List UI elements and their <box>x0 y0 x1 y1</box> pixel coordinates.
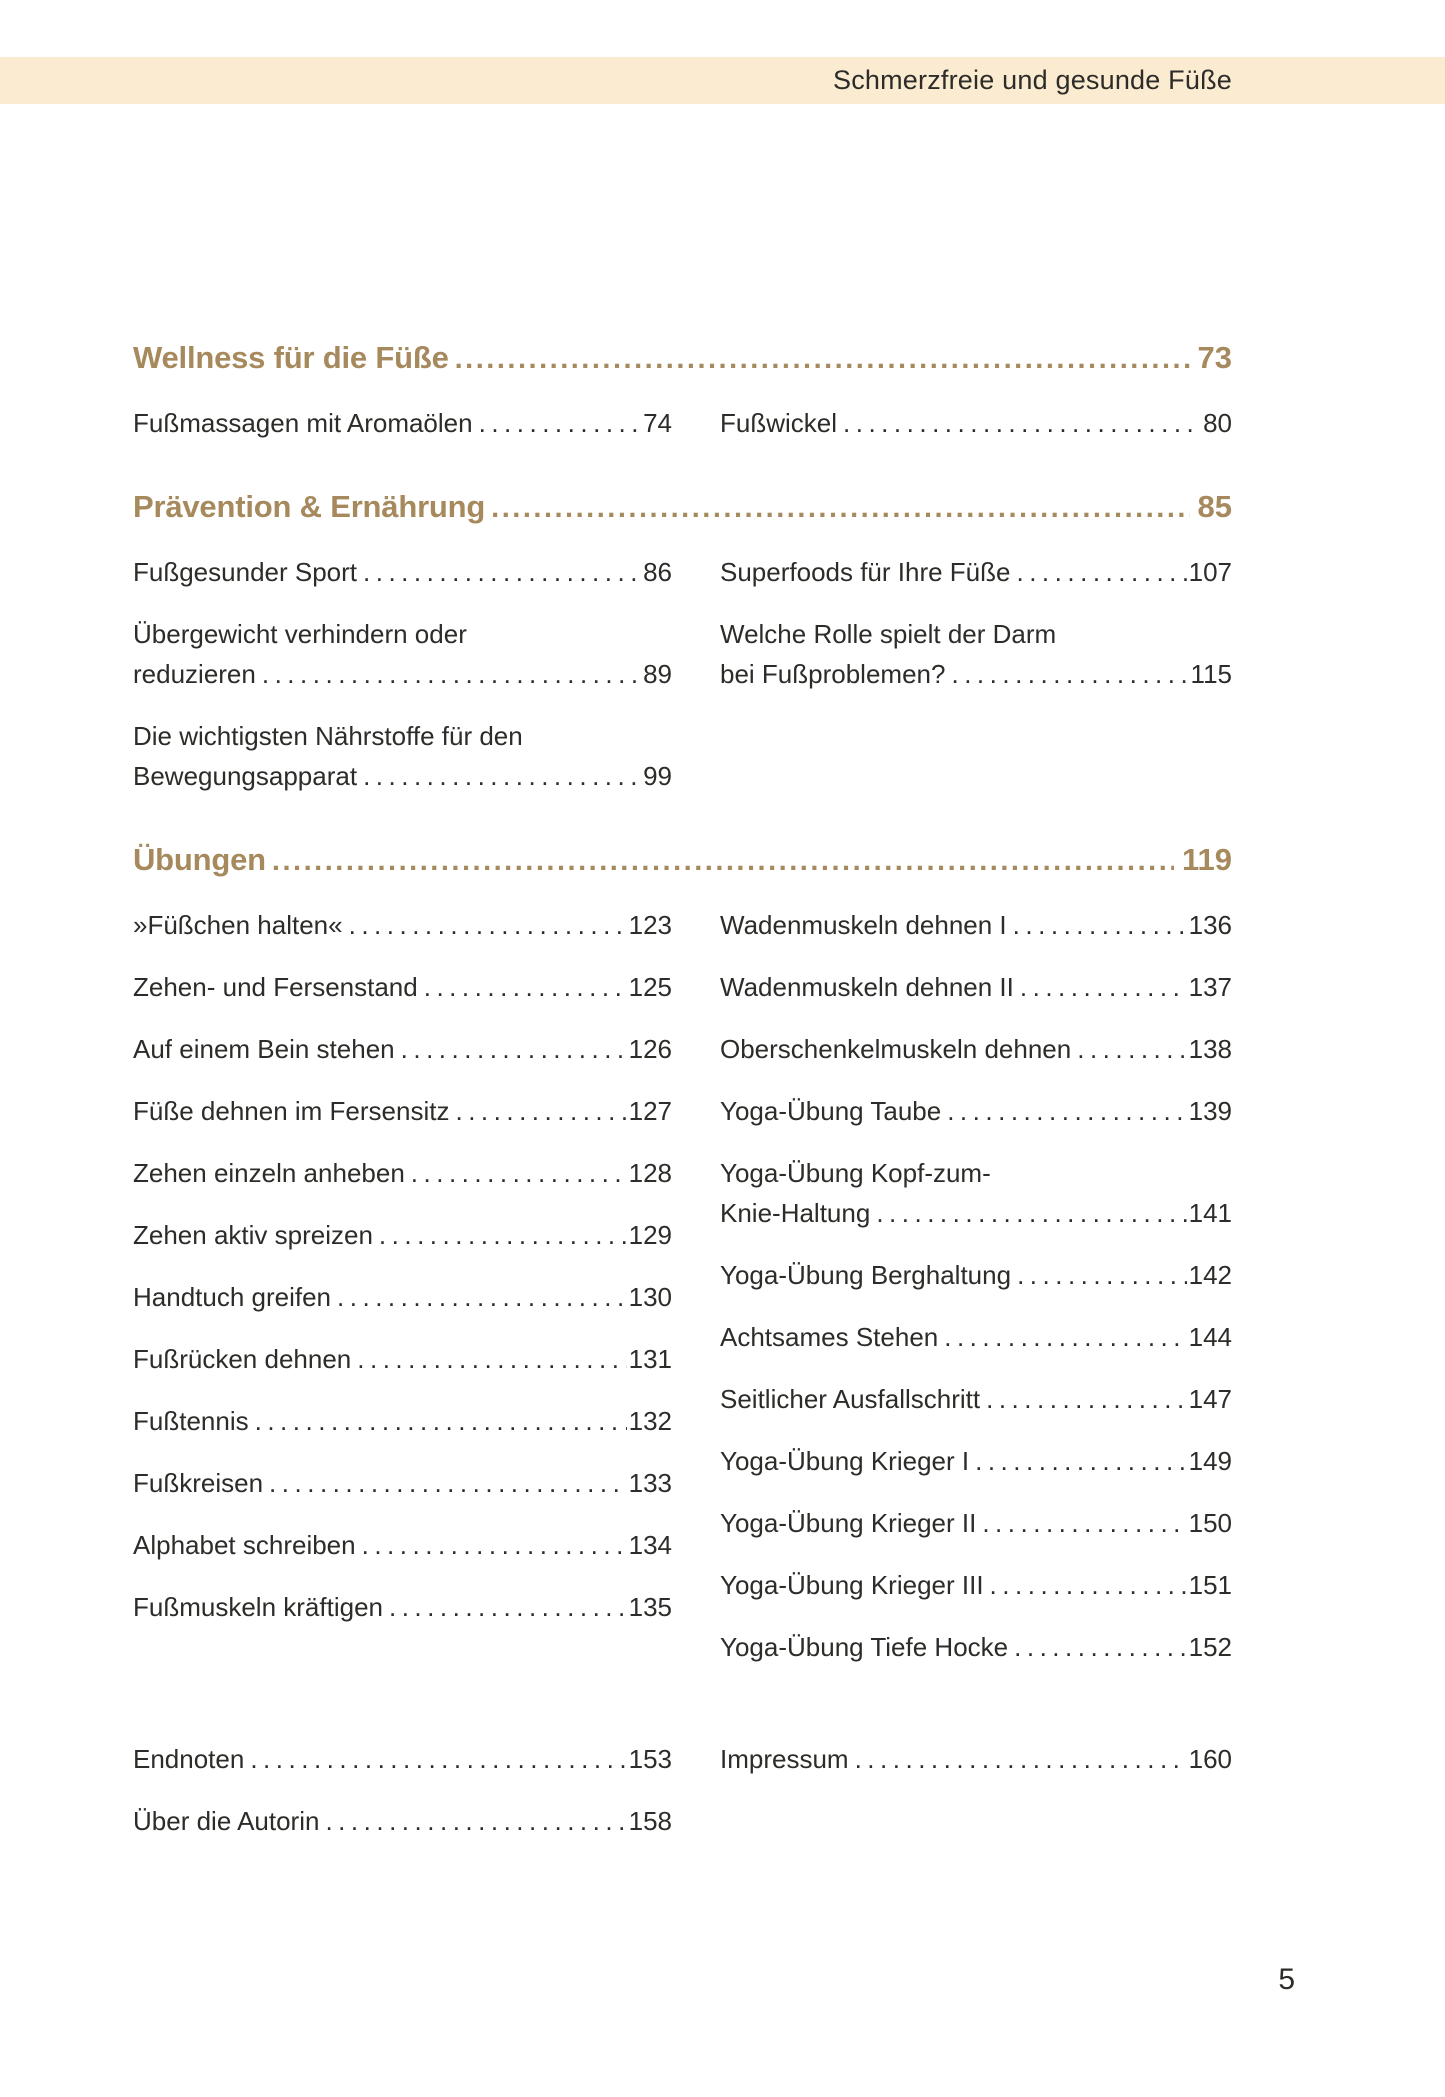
toc-entry <box>133 620 672 688</box>
dot-leader <box>262 660 641 688</box>
dot-leader <box>986 1385 1187 1413</box>
dot-leader <box>1014 1633 1186 1661</box>
toc-entry <box>720 973 1232 1001</box>
toc-entry-line1: Übergewicht verhindern oder <box>133 619 467 649</box>
toc-entry-page-number: 131 <box>628 1344 672 1374</box>
toc-entry-title: Zehen- und Fersenstand <box>133 972 418 1002</box>
toc-entry <box>720 1097 1232 1125</box>
book-page <box>0 57 1445 2097</box>
toc-entry-title: Wadenmuskeln dehnen II <box>720 972 1014 1002</box>
toc-entry-title: Fußtennis <box>133 1406 249 1436</box>
toc-entry-title: Fußmuskeln kräftigen <box>133 1592 383 1622</box>
dot-leader <box>1016 558 1186 586</box>
toc-entry <box>133 911 672 939</box>
toc-entry <box>720 1323 1232 1351</box>
dot-leader <box>362 1531 627 1559</box>
toc-entry-page-number: 144 <box>1188 1322 1232 1352</box>
toc-entry-title: Yoga-Übung Krieger III <box>720 1570 984 1600</box>
toc-entry <box>133 1745 672 1773</box>
toc-entry-title: Achtsames Stehen <box>720 1322 939 1352</box>
toc-entry-title: Impressum <box>720 1744 849 1774</box>
toc-entry-page-number: 137 <box>1188 972 1232 1002</box>
toc-entry-page-number: 99 <box>643 761 672 791</box>
dot-leader <box>269 1469 627 1497</box>
toc-entry <box>720 1633 1232 1661</box>
toc-entry <box>133 1283 672 1311</box>
dot-leader <box>349 911 627 939</box>
running-header: Schmerzfreie und gesunde Füße <box>832 65 1232 95</box>
page-number: 5 <box>1278 1963 1295 1996</box>
toc-entry-page-number: 123 <box>628 910 672 940</box>
toc-entry <box>720 620 1232 688</box>
toc-entry-title: Über die Autorin <box>133 1806 320 1836</box>
toc-entry <box>720 1261 1232 1289</box>
toc-entry-title: Zehen aktiv spreizen <box>133 1220 373 1250</box>
toc-entry-title: Knie-Haltung <box>720 1198 871 1228</box>
dot-leader <box>389 1593 627 1621</box>
toc-entry-title: Yoga-Übung Tiefe Hocke <box>720 1632 1009 1662</box>
dot-leader <box>479 409 641 437</box>
toc-entry <box>133 558 672 586</box>
toc-entry-page-number: 150 <box>1188 1508 1232 1538</box>
toc-entry-page-number: 147 <box>1188 1384 1232 1414</box>
toc-entry-title: Fußrücken dehnen <box>133 1344 352 1374</box>
toc-entry-title: bei Fußproblemen? <box>720 659 946 689</box>
section-page-number: 119 <box>1181 842 1232 877</box>
toc-entry-title: »Füßchen halten« <box>133 910 343 940</box>
toc-entry-title: Handtuch greifen <box>133 1282 332 1312</box>
toc-entry <box>133 1345 672 1373</box>
toc-entry <box>133 722 672 790</box>
toc-entry-title: Fußmassagen mit Aromaölen <box>133 408 473 438</box>
section-heading <box>133 338 1232 379</box>
toc-entry <box>133 1593 672 1621</box>
dot-leader <box>357 1345 626 1373</box>
dot-leader <box>363 558 641 586</box>
toc-entry-page-number: 152 <box>1188 1632 1232 1662</box>
dot-leader <box>337 1283 627 1311</box>
toc-entry-page-number: 149 <box>1188 1446 1232 1476</box>
dot-leader <box>975 1447 1187 1475</box>
toc-entry-title: Oberschenkelmuskeln dehnen <box>720 1034 1072 1064</box>
toc-entry-title: Endnoten <box>133 1744 245 1774</box>
toc-entry-page-number: 136 <box>1188 910 1232 940</box>
dot-leader <box>455 1097 626 1125</box>
toc-entry-title: Superfoods für Ihre Füße <box>720 557 1011 587</box>
toc-entry-line1: Yoga-Übung Kopf-zum- <box>720 1158 991 1188</box>
toc-entry-page-number: 151 <box>1188 1570 1232 1600</box>
table-of-contents <box>0 104 1445 1835</box>
toc-entry-title: Alphabet schreiben <box>133 1530 356 1560</box>
dot-leader <box>1020 973 1187 1001</box>
section-page-number: 85 <box>1197 489 1232 524</box>
toc-column-left <box>133 911 672 1621</box>
toc-column-right <box>720 558 1232 688</box>
section-page-number: 73 <box>1197 340 1232 375</box>
toc-entry-line1: Die wichtigsten Nährstoffe für den <box>133 721 523 751</box>
toc-entry <box>133 1407 672 1435</box>
dot-leader <box>982 1509 1186 1537</box>
toc-section <box>133 338 1232 437</box>
toc-entry-page-number: 141 <box>1188 1198 1232 1228</box>
toc-entry-title: Fußgesunder Sport <box>133 557 358 587</box>
toc-entry-page-number: 160 <box>1188 1744 1232 1774</box>
toc-entry-page-number: 89 <box>643 659 672 689</box>
toc-entry <box>720 1035 1232 1063</box>
toc-entry-title: Yoga-Übung Krieger I <box>720 1446 970 1476</box>
toc-entry-page-number: 130 <box>628 1282 672 1312</box>
toc-section <box>133 487 1232 790</box>
toc-entry-page-number: 126 <box>628 1034 672 1064</box>
toc-entry-title: Wadenmuskeln dehnen I <box>720 910 1007 940</box>
toc-entry <box>720 1385 1232 1413</box>
toc-entry <box>720 1509 1232 1537</box>
toc-entry-page-number: 86 <box>643 557 672 587</box>
toc-entry <box>720 1571 1232 1599</box>
toc-entry-page-number: 153 <box>628 1744 672 1774</box>
toc-entry-page-number: 132 <box>628 1406 672 1436</box>
toc-entry <box>133 973 672 1001</box>
toc-entry-title: reduzieren <box>133 659 256 689</box>
dot-leader <box>843 409 1201 437</box>
toc-entry-title: Fußkreisen <box>133 1468 264 1498</box>
toc-entry <box>133 1807 672 1835</box>
toc-entry-title: Seitlicher Ausfallschritt <box>720 1384 981 1414</box>
toc-entry <box>720 911 1232 939</box>
toc-entry-page-number: 74 <box>643 408 672 438</box>
toc-entry <box>133 1035 672 1063</box>
toc-entry <box>133 1221 672 1249</box>
dot-leader <box>401 1035 627 1063</box>
dot-leader <box>272 841 1174 881</box>
dot-leader <box>944 1323 1186 1351</box>
toc-entry <box>720 1447 1232 1475</box>
toc-entry-page-number: 125 <box>628 972 672 1002</box>
toc-entry <box>720 409 1232 437</box>
dot-leader <box>1017 1261 1187 1289</box>
toc-entry-page-number: 80 <box>1203 408 1232 438</box>
toc-column-left <box>133 1745 672 1835</box>
toc-entry-page-number: 158 <box>628 1806 672 1836</box>
toc-entry <box>133 1469 672 1497</box>
toc-entry-title: Zehen einzeln anheben <box>133 1158 405 1188</box>
dot-leader <box>379 1221 627 1249</box>
dot-leader <box>411 1159 627 1187</box>
toc-entry-page-number: 135 <box>628 1592 672 1622</box>
toc-column-left <box>133 409 672 437</box>
toc-section <box>133 1745 1232 1835</box>
toc-entry <box>133 409 672 437</box>
toc-entry-page-number: 127 <box>628 1096 672 1126</box>
dot-leader <box>250 1745 626 1773</box>
section-title: Übungen <box>133 842 266 877</box>
toc-entry-line1: Welche Rolle spielt der Darm <box>720 619 1057 649</box>
toc-entry <box>720 1745 1232 1773</box>
toc-entry-page-number: 129 <box>628 1220 672 1250</box>
dot-leader <box>455 339 1190 379</box>
toc-column-right <box>720 1745 1232 1773</box>
header-band <box>0 57 1445 104</box>
toc-entry-title: Fußwickel <box>720 408 838 438</box>
toc-entry-title: Füße dehnen im Fersensitz <box>133 1096 450 1126</box>
toc-column-right <box>720 409 1232 437</box>
dot-leader <box>1013 911 1187 939</box>
dot-leader <box>990 1571 1187 1599</box>
dot-leader <box>255 1407 627 1435</box>
toc-entry <box>720 1159 1232 1227</box>
toc-entry-page-number: 128 <box>628 1158 672 1188</box>
dot-leader <box>947 1097 1186 1125</box>
toc-column-left <box>133 558 672 790</box>
toc-entry <box>720 558 1232 586</box>
toc-entry-page-number: 115 <box>1190 659 1232 689</box>
toc-entry-title: Auf einem Bein stehen <box>133 1034 395 1064</box>
section-title: Prävention & Ernährung <box>133 489 486 524</box>
dot-leader <box>951 660 1188 688</box>
toc-section <box>133 840 1232 1661</box>
section-heading <box>133 487 1232 528</box>
toc-entry <box>133 1531 672 1559</box>
toc-entry <box>133 1159 672 1187</box>
toc-entry <box>133 1097 672 1125</box>
toc-column-right <box>720 911 1232 1661</box>
toc-entry-title: Yoga-Übung Taube <box>720 1096 942 1126</box>
toc-entry-page-number: 139 <box>1188 1096 1232 1126</box>
dot-leader <box>491 488 1189 528</box>
toc-entry-title: Yoga-Übung Krieger II <box>720 1508 977 1538</box>
toc-entry-title: Yoga-Übung Berghaltung <box>720 1260 1012 1290</box>
dot-leader <box>363 762 641 790</box>
toc-entry-page-number: 138 <box>1188 1034 1232 1064</box>
toc-entry-page-number: 134 <box>628 1530 672 1560</box>
section-heading <box>133 840 1232 881</box>
section-title: Wellness für die Füße <box>133 340 449 375</box>
dot-leader <box>876 1199 1186 1227</box>
toc-entry-page-number: 142 <box>1188 1260 1232 1290</box>
toc-entry-page-number: 133 <box>628 1468 672 1498</box>
toc-entry-page-number: 107 <box>1188 557 1232 587</box>
dot-leader <box>855 1745 1187 1773</box>
dot-leader <box>424 973 627 1001</box>
dot-leader <box>325 1807 626 1835</box>
dot-leader <box>1077 1035 1186 1063</box>
toc-entry-title: Bewegungsapparat <box>133 761 358 791</box>
